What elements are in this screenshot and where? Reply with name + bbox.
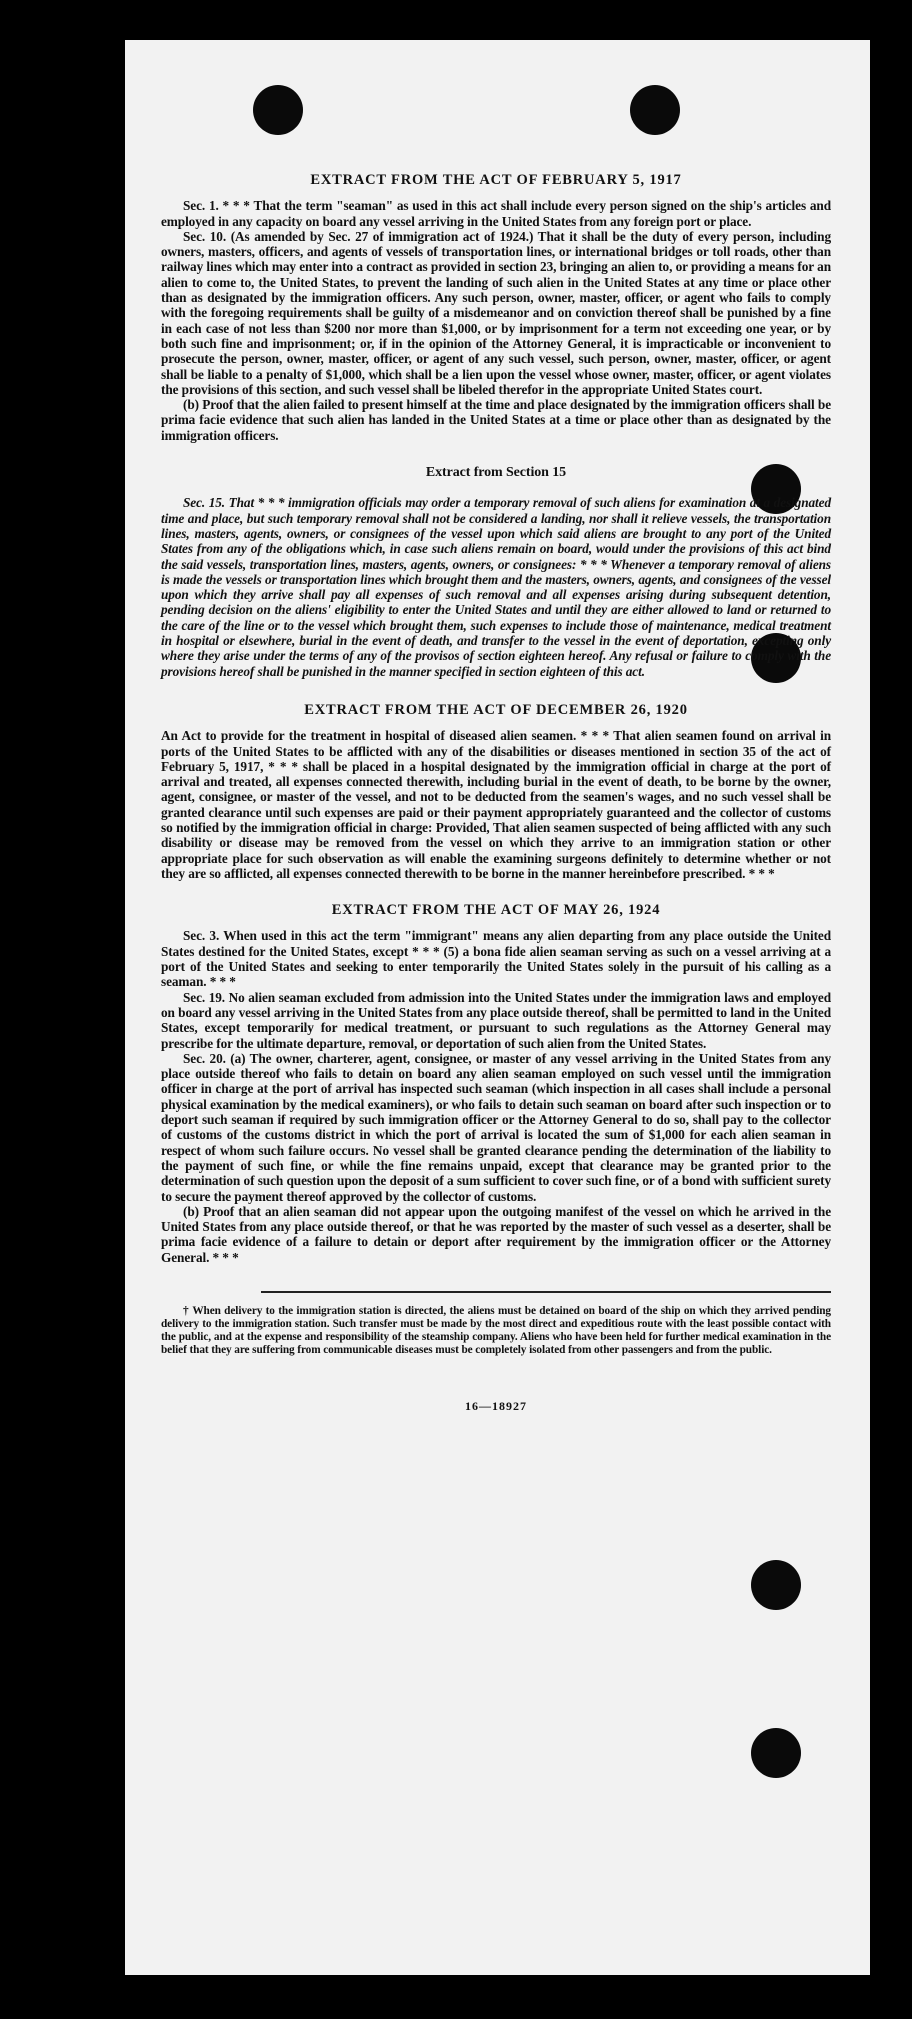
paragraph-sec-19: Sec. 19. No alien seaman excluded from admission into the United States under the immigration laws and employed on board any vessel arriving in the United States from any place outside thereof, shall be permitted to land in the United States, except temporarily for medical treatment, or pursuant to such regulations as the Attorney General may prescribe for the ultimate departure, removal, or deportation of such alien from the United States. [161, 989, 831, 1051]
section-heading-1920: EXTRACT FROM THE ACT OF DECEMBER 26, 1920 [304, 701, 688, 718]
page-number: 16—18927 [465, 1399, 527, 1413]
paragraph-act-1920: An Act to provide for the treatment in hospital of diseased alien seamen. * * * That alien seamen found on arrival in ports of the United States to be afflicted with any of the disabilities or diseases mentioned in section 35 of the act of February 5, 1917, * * * shall be placed in a hospital designated by the immigration official in charge at the port of arrival and treated, all expenses connected therewith, including burial in the event of death, to be borne by the owner, agent, consignee, or master of the vessel, and not to be deducted from the seamen's wages, and no such vessel shall be granted clearance until such expenses are paid or their payment appropriately guaranteed and the collector of customs so notified by the immigration official in charge: Provided, That alien seamen suspected of being afflicted with any such disability or disease may be removed from the vessel on which they arrive to an immigration station or other appropriate place for such observation as will enable the examining surgeons definitely to determine whether or not they are so afflicted, all expenses connected therewith to be borne in the manner hereinbefore prescribed. * * * [161, 728, 831, 881]
paragraph-sec-1: Sec. 1. * * * That the term "seaman" as used in this act shall include every person signed on the ship's articles and employed in any capacity on board any vessel arriving in the United States from any foreign port or place. [161, 198, 831, 229]
paragraph-sec-3: Sec. 3. When used in this act the term "immigrant" means any alien departing from any place outside the United States destined for the United States, except * * * (5) a bona fide alien seaman serving as such on a vessel arriving at a port of the United States and seeking to enter temporarily the United States solely in the pursuit of his calling as a seaman. * * * [161, 928, 831, 990]
paragraph-sec-20-b: (b) Proof that an alien seaman did not appear upon the outgoing manifest of the vessel on which he arrived in the United States from any place outside thereof, or that he was reported by the master of such vessel as a deserter, shall be prima facie evidence of a failure to detain or deport after requirement by the immigration officer or the Attorney General. * * * [161, 1203, 831, 1265]
paragraph-sec-15: Sec. 15. That * * * immigration officials may order a temporary removal of such aliens for examination at a designated time and place, but such temporary removal shall not be considered a landing, nor shall it relieve vessels, the transportation lines, masters, agents, owners, or consignees of the vessel upon which said aliens are brought to any port of the United States from any of the obligations which, in case such aliens remain on board, would under the provisions of this act bind the said vessels, transportation lines, masters, agents, owners, or consignees: * * * Whenever a temporary removal of aliens is made the vessels or transportation lines which brought them and the masters, owners, agents, and consignees of the vessel upon which they arrive shall pay all expenses of such removal and all expenses arising during subsequent detention, pending decision on the aliens' eligibility to enter the United States and until they are either allowed to land or returned to the care of the line or to the vessel which brought them, such expenses to include those of maintenance, medical treatment in hospital or elsewhere, burial in the event of death, and transfer to the vessel in the event of deportation, excepting only where they arise under the terms of any of the provisos of section eighteen hereof. Any refusal or failure to comply with the provisions hereof shall be punished in the manner specified in section eighteen of this act. [161, 495, 831, 679]
section-heading-1924: EXTRACT FROM THE ACT OF MAY 26, 1924 [331, 902, 661, 919]
punch-hole [751, 1560, 801, 1610]
punch-hole [751, 1728, 801, 1778]
paragraph-sec-10-b: (b) Proof that the alien failed to present himself at the time and place designated by the immigration officers shall be prima facie evidence that such alien has landed in the United States at a time or place other than as designated by the immigration officers. [161, 397, 831, 443]
document-body [161, 173, 831, 1414]
section-heading-1917: EXTRACT FROM THE ACT OF FEBRUARY 5, 1917 [310, 172, 682, 188]
paragraph-sec-10: Sec. 10. (As amended by Sec. 27 of immigration act of 1924.) That it shall be the duty of every person, including owners, masters, officers, and agents of vessels of transportation lines, or international bridges or toll roads, other than railway lines which may enter into a contract as provided in section 23, bringing an alien to, or providing a means for an alien to come to, the United States, to prevent the landing of such alien in the United States at any time or place other than as designated by the immigration officers. Any such person, owner, master, officer, or agent who fails to comply with the foregoing requirements shall be guilty of a misdemeanor and on conviction thereof shall be punished by a fine in each case of not less than $200 nor more than $1,000, or by imprisonment for a term not exceeding one year, or by both such fine and imprisonment; or, if in the opinion of the Attorney General, it is impracticable or inconvenient to prosecute the person, owner, master, officer, or agent of any such vessel, such person, owner, master, officer, or agent shall be liable to a penalty of $1,000, which shall be a lien upon the vessel whose owner, master, officer, or agent violates the provisions of this section, and such vessel shall be libeled therefor in the appropriate United States court. [161, 228, 831, 397]
punch-hole [253, 85, 303, 135]
footnote-divider [261, 1291, 831, 1293]
paragraph-sec-20-a: Sec. 20. (a) The owner, charterer, agent, consignee, or master of any vessel arriving in the United States from any place outside thereof who fails to detain on board any alien seaman employed on such vessel until the immigration officer in charge at the port of arrival has inspected such seaman (which inspection in all cases shall include a personal physical examination by the medical examiners), or who fails to detain such seaman on board after such inspection or to deport such seaman if required by such immigration officer or the Attorney General to do so, shall pay to the collector of customs of the customs district in which the port of arrival is located the sum of $1,000 for each alien seaman in respect of whom such failure occurs. No vessel shall be granted clearance pending the determination of the liability to the payment of such fine, or while the fine remains unpaid, except that clearance may be granted prior to the determination of such question upon the deposit of a sum sufficient to cover such fine, or of a bond with sufficient surety to secure the payment thereof approved by the collector of customs. [161, 1050, 831, 1204]
footnote: † When delivery to the immigration station is directed, the aliens must be detained on board of the ship on which they arrived pending delivery to the immigration station. Such transfer must be made by the most direct and expeditious route with the least possible contact with the public, and at the expense and responsibility of the steamship company. Aliens who have been held for further medical examination in the belief that they are suffering from communicable diseases must be completely isolated from other passengers and from the public. [161, 1305, 831, 1356]
document-page [125, 40, 870, 1975]
section-heading-section-15: Extract from Section 15 [425, 465, 567, 481]
punch-hole [630, 85, 680, 135]
